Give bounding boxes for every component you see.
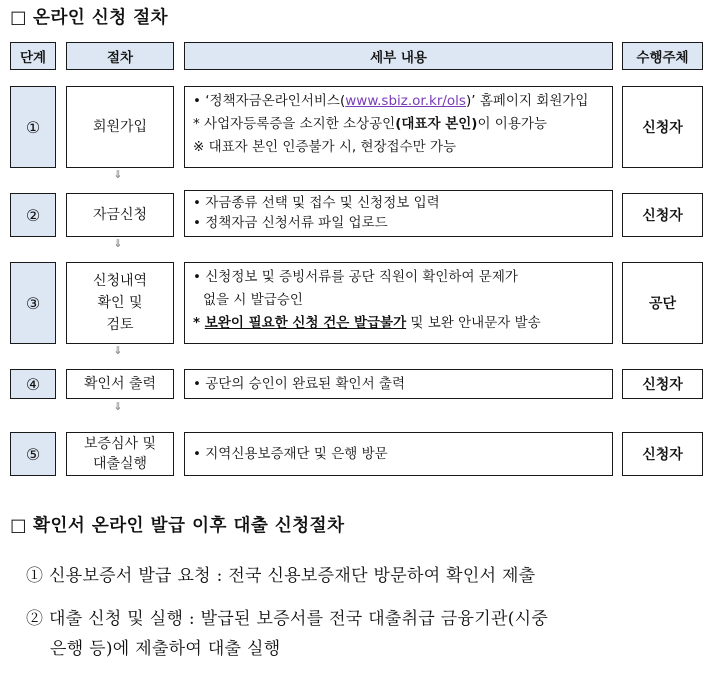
checkbox-square-icon: □ <box>10 516 28 536</box>
header-actor: 수행주체 <box>622 42 703 70</box>
procedure-label: 확인서 출력 <box>83 376 157 392</box>
detail-line: 없을 시 발급승인 <box>203 292 303 308</box>
section-title-online-procedure <box>10 4 168 29</box>
header-procedure: 절차 <box>66 42 174 70</box>
step-2-actor: 신청자 <box>622 193 703 237</box>
down-arrow-icon: ⇓ <box>113 400 123 413</box>
detail-text: 및 보완 안내문자 발송 <box>406 315 541 331</box>
step-1-detail <box>184 86 613 168</box>
step-5-number: ⑤ <box>10 432 56 476</box>
step-3-procedure <box>66 262 174 344</box>
procedure-label: 확인 및 <box>97 295 143 311</box>
service-url-link[interactable]: www.sbiz.or.kr/ols <box>345 93 466 109</box>
procedure-label: 검토 <box>106 317 134 333</box>
procedure-label: 신청내역 <box>92 273 148 289</box>
procedure-label: 대출실행 <box>92 456 148 472</box>
detail-line: ※ 대표자 본인 인증불가 시, 현장접수만 가능 <box>193 139 457 155</box>
step-5-detail <box>184 432 613 476</box>
detail-line: • 정책자금 신청서류 파일 업로드 <box>193 215 388 231</box>
checkbox-square-icon: □ <box>10 8 28 28</box>
detail-text: • ‘정책자금온라인서비스( <box>193 93 346 109</box>
step-3-number: ③ <box>10 262 56 344</box>
header-step: 단계 <box>10 42 56 70</box>
detail-line: • 공단의 승인이 완료된 확인서 출력 <box>193 376 405 392</box>
detail-bold-underlined-text: 보완이 필요한 신청 건은 발급불가 <box>204 315 407 331</box>
step-4-number: ④ <box>10 369 56 399</box>
loan-step-1: ① 신용보증서 발급 요청 : 전국 신용보증재단 방문하여 확인서 제출 <box>26 566 536 586</box>
down-arrow-icon: ⇓ <box>113 168 123 181</box>
detail-line: • 신청정보 및 증빙서류를 공단 직원이 확인하여 문제가 <box>193 269 518 285</box>
procedure-label: 보증심사 및 <box>83 436 157 452</box>
down-arrow-icon: ⇓ <box>113 344 123 357</box>
step-5-procedure <box>66 432 174 476</box>
step-4-detail <box>184 369 613 399</box>
detail-text: 이 이용가능 <box>477 116 547 132</box>
step-5-actor: 신청자 <box>622 432 703 476</box>
step-4-procedure <box>66 369 174 399</box>
procedure-label: 회원가입 <box>92 119 148 135</box>
detail-line: • 자금종류 선택 및 접수 및 신청정보 입력 <box>193 195 440 211</box>
step-4-actor: 신청자 <box>622 369 703 399</box>
detail-line <box>193 90 604 113</box>
step-2-number: ② <box>10 193 56 237</box>
detail-line <box>193 312 604 335</box>
section-title-loan-procedure <box>10 512 345 537</box>
detail-line: • 지역신용보증재단 및 은행 방문 <box>193 445 388 462</box>
step-2-detail <box>184 190 613 237</box>
detail-line <box>193 113 604 136</box>
step-2-procedure <box>66 193 174 237</box>
detail-bold-text: (대표자 본인) <box>395 116 478 132</box>
section-title-text: 확인서 온라인 발급 이후 대출 신청절차 <box>33 516 345 536</box>
section-title-text: 온라인 신청 절차 <box>33 8 169 28</box>
detail-text: * <box>193 315 205 331</box>
procedure-label: 자금신청 <box>92 207 148 223</box>
step-3-actor: 공단 <box>622 262 703 344</box>
step-1-procedure <box>66 86 174 168</box>
detail-text: * 사업자등록증을 소지한 소상공인 <box>193 116 396 132</box>
step-3-detail <box>184 262 613 344</box>
down-arrow-icon: ⇓ <box>113 237 123 250</box>
header-detail: 세부 내용 <box>184 42 613 70</box>
loan-step-2: ② 대출 신청 및 실행 : 발급된 보증서를 전국 대출취급 금융기관(시중 <box>26 609 549 629</box>
detail-text: )’ 홈페이지 회원가입 <box>465 93 589 109</box>
step-1-actor: 신청자 <box>622 86 703 168</box>
step-1-number: ① <box>10 86 56 168</box>
loan-step-2-continuation: 은행 등)에 제출하여 대출 실행 <box>50 639 281 659</box>
